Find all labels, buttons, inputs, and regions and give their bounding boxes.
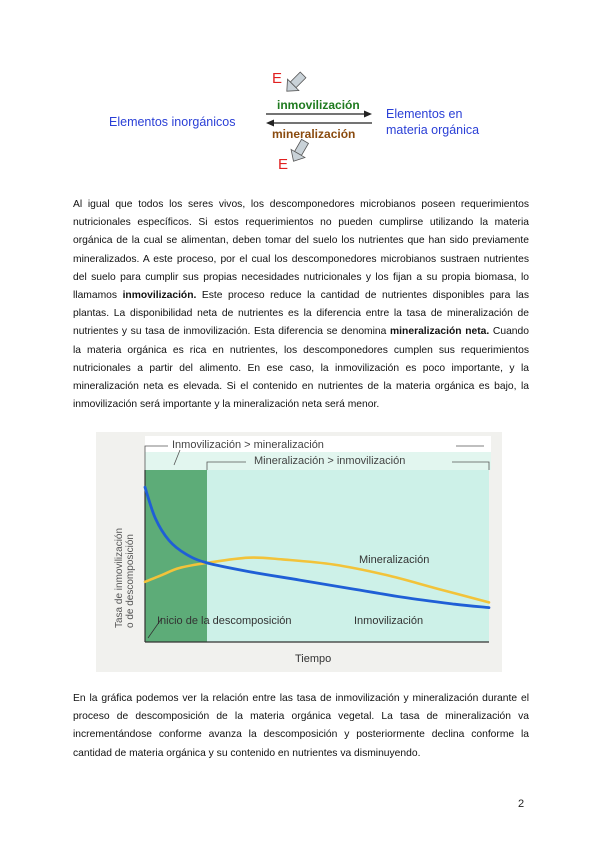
decomposition-chart xyxy=(96,432,502,672)
diagram-arrows xyxy=(0,0,600,180)
p1-text-2: Este proceso reduce la cantidad de nutrientes disponibles para las plantas. La disponibilidad neta de nutrientes es la diferencia entre la tasa de mineralización de nutrientes y su tasa de inmovilización. Esta diferencia se denomina xyxy=(73,290,529,338)
p1-bold-net-mineralization: mineralización neta. xyxy=(390,326,490,338)
annotation-start: Inicio de la descomposición xyxy=(157,615,292,627)
x-axis-label: Tiempo xyxy=(295,653,332,665)
paragraph-immobilization xyxy=(73,196,529,414)
region-label-left: Inmovilización > mineralización xyxy=(172,439,324,451)
p1-text-3: Cuando la materia orgánica es rica en nutrientes, los descomponedores cumplen sus requerimientos nutricionales a partir del alimento. En ese caso, la inmovilización es poco importante, y la mineralización neta es elevada. Si el contenido en nutrientes de la materia orgánica es bajo, la inmovilización será importante y la mineralización neta será menor. xyxy=(73,326,529,411)
energy-label-top: E xyxy=(272,70,283,87)
energy-label-bottom: E xyxy=(278,156,289,173)
organic-elements-line1: Elementos en xyxy=(386,107,463,121)
series-label-immobilization: Inmovilización xyxy=(354,615,424,627)
y-axis-label-group xyxy=(114,528,136,628)
series-label-mineralization: Mineralización xyxy=(359,554,430,566)
inorganic-elements-label: Elementos inorgánicos xyxy=(109,115,236,129)
energy-out-icon xyxy=(287,137,312,165)
p1-bold-immobilization: inmovilización. xyxy=(122,290,197,302)
organic-elements-label xyxy=(386,106,479,138)
immobilization-label: inmovilización xyxy=(277,98,360,112)
energy-in-icon xyxy=(281,69,309,97)
organic-elements-line2: materia orgánica xyxy=(386,123,480,137)
y-axis-label-line2: o de descomposición xyxy=(125,534,136,628)
y-axis-label-line1: Tasa de inmovilización xyxy=(114,527,125,628)
arrow-mineralization-head xyxy=(266,120,274,127)
nutrient-cycle-diagram xyxy=(0,0,600,180)
mineralization-label: mineralización xyxy=(272,127,356,141)
p1-text-1: Al igual que todos los seres vivos, los descomponedores microbianos poseen requerimientos nutricionales específicos. Si estos requerimientos no pueden cumplirse utilizando la materia orgánica de la cual se alimentan, deben tomar del suelo los nutrientes que han sido previamente mineralizados. A este proceso, por el cual los descomponedores microbianos sustraen nutrientes del suelo para cumplir sus propias necesidades nutricionales y los fijan a su propia biomasa, lo llamamos xyxy=(73,199,529,302)
paragraph-graph-explanation: En la gráfica podemos ver la relación entre las tasa de inmovilización y mineralización durante el proceso de descomposición de la materia orgánica vegetal. La tasa de mineralización va incrementándose conforme avanza la descomposición y posteriormente declina conforme la cantidad de materia orgánica y su contenido en nutrientes va disminuyendo. xyxy=(73,693,529,759)
page-number: 2 xyxy=(518,798,525,810)
arrow-immobilization-head xyxy=(364,111,372,118)
region-label-right: Mineralización > inmovilización xyxy=(254,455,406,467)
